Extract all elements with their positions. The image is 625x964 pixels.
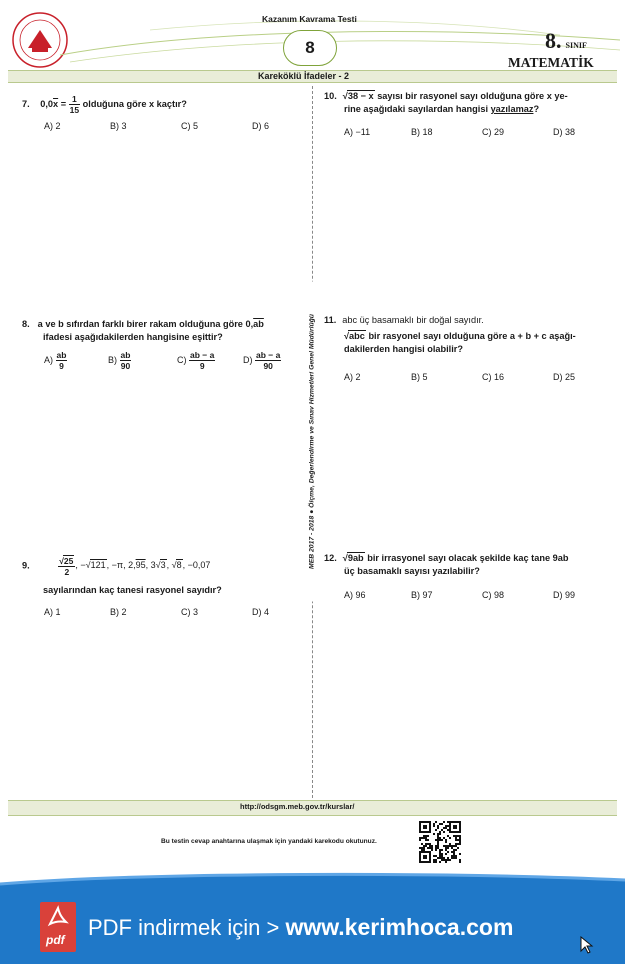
banner-site[interactable]: www.kerimhoca.com [285, 914, 514, 940]
question-9: 9. $\frac{√25}{2}$ , −√121, −π, 2,95, 3√3, √8, −0,07 [22, 556, 211, 577]
grade-word: SINIF [565, 41, 587, 50]
footer-url[interactable]: http://odsgm.meb.gov.tr/kurslar/ [240, 802, 355, 811]
q10-option-a[interactable]: A) −11 [344, 127, 371, 137]
q11-option-a[interactable]: A) 2 [344, 372, 361, 382]
q7-option-d[interactable]: D) 6 [252, 121, 270, 131]
subject: MATEMATİK [508, 55, 594, 70]
grade: 8. [545, 28, 562, 53]
question-9-line2: sayılarından kaç tanesi rasyonel sayıdır? [43, 585, 222, 595]
question-12: 12. √9ab bir irrasyonel sayı olacak şekilde kaç tane 9ab üç basamaklı sayısı yazılabilir? [324, 553, 569, 576]
question-10: 10. √38 − x sayısı bir rasyonel sayı olduğuna göre x ye- rine aşağıdaki sayılardan hangisi yazılamaz? [324, 91, 568, 114]
fraction: $\frac{1}{15}$ [69, 94, 80, 115]
q9-option-c[interactable]: C) 3 [181, 607, 199, 617]
q9-option-a[interactable]: A) 1 [44, 607, 61, 617]
banner-text[interactable]: PDF indirmek için > www.kerimhoca.com [88, 914, 514, 940]
q9-option-b[interactable]: B) 2 [110, 607, 127, 617]
q12-option-b[interactable]: B) 97 [411, 590, 433, 600]
q10-option-b[interactable]: B) 18 [411, 127, 433, 137]
q10-option-c[interactable]: C) 29 [482, 127, 505, 137]
test-number-badge [283, 30, 337, 66]
q8-option-c[interactable]: C) $\frac{ab - a}{9}$ [177, 350, 215, 371]
q12-option-a[interactable]: A) 96 [344, 590, 366, 600]
question-7: 7. $0,0\overline{x}$ = $\frac{1}{15}$ olduğuna göre x kaçtır? [22, 94, 187, 115]
pdf-label: pdf [46, 933, 65, 947]
q7-option-b[interactable]: B) 3 [110, 121, 127, 131]
q9-option-d[interactable]: D) 4 [252, 607, 270, 617]
q11-option-c[interactable]: C) 16 [482, 372, 505, 382]
q7-option-a[interactable]: A) 2 [44, 121, 61, 131]
q8-option-b[interactable]: B) $\frac{ab}{90}$ [108, 350, 131, 371]
topic: Kareköklü İfadeler - 2 [258, 71, 350, 81]
q8-option-a[interactable]: A) $\frac{ab}{9}$ [44, 350, 67, 371]
q11-option-b[interactable]: B) 5 [411, 372, 428, 382]
qr-code[interactable] [418, 820, 462, 864]
q12-option-c[interactable]: C) 98 [482, 590, 505, 600]
test-type: Kazanım Kavrama Testi [262, 14, 357, 24]
q12-option-d[interactable]: D) 99 [553, 590, 576, 600]
q11-option-d[interactable]: D) 25 [553, 372, 576, 382]
q7-option-c[interactable]: C) 5 [181, 121, 199, 131]
q8-option-d[interactable]: D) $\frac{ab - a}{90}$ [243, 350, 281, 371]
test-number: 8 [305, 38, 315, 57]
pdf-icon[interactable] [40, 902, 76, 952]
acrobat-icon [40, 902, 76, 932]
cursor-icon [580, 936, 594, 959]
grade-label [545, 28, 587, 54]
qr-note: Bu testin cevap anahtarına ulaşmak için yandaki karekodu okutunuz. [161, 838, 377, 845]
question-8: 8. a ve b sıfırdan farklı birer rakam olduğuna göre $0,\overline{ab}$ ifadesi aşağıdakilerden hangisine eşittir? [22, 319, 264, 342]
question-11: 11. abc üç basamaklı bir doğal sayıdır. √abc bir rasyonel sayı olduğuna göre a + b + c aşağı- dakilerden hangisi olabilir? [324, 315, 576, 354]
q10-option-d[interactable]: D) 38 [553, 127, 576, 137]
